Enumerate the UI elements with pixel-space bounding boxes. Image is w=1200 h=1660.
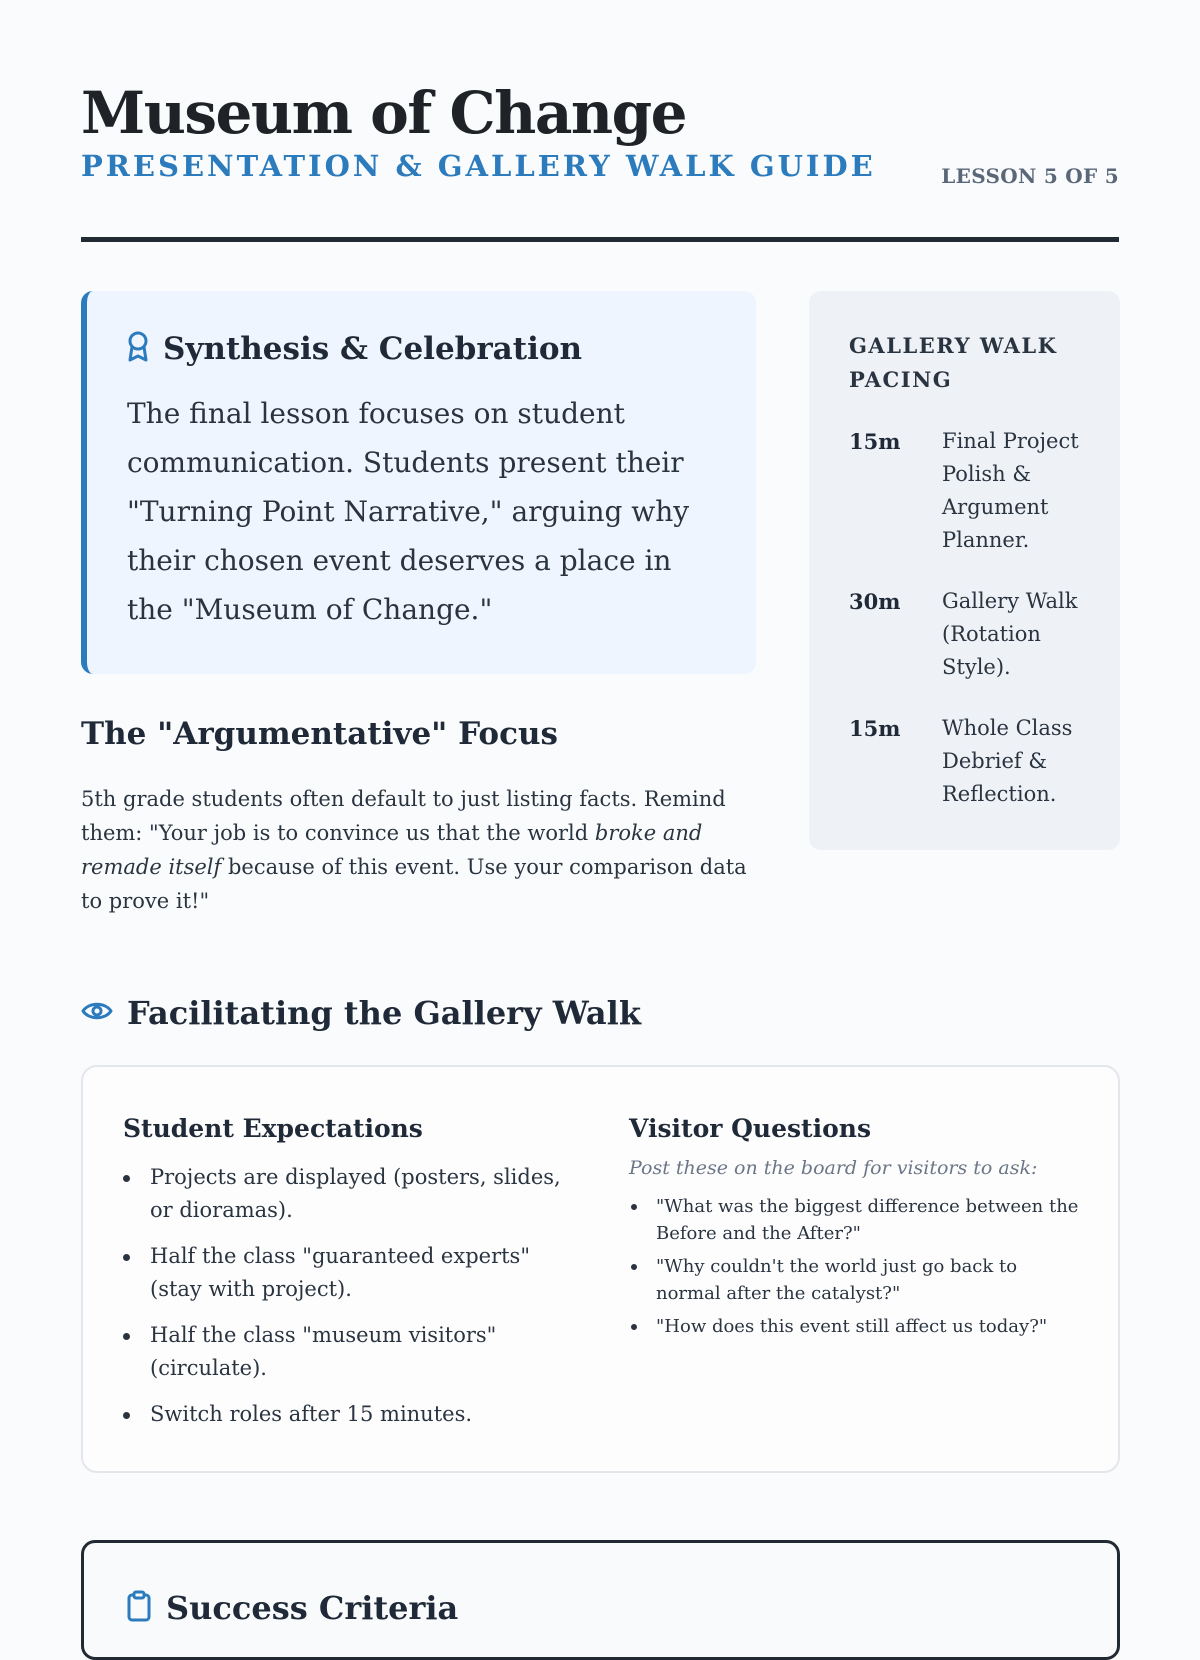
list-item: "Why couldn't the world just go back to normal after the catalyst?" bbox=[629, 1253, 1084, 1307]
top-row bbox=[81, 291, 1119, 931]
page-subtitle: PRESENTATION & GALLERY WALK GUIDE bbox=[81, 149, 876, 183]
gallery-walk-header bbox=[81, 994, 641, 1032]
student-expectations bbox=[123, 1111, 573, 1444]
visitor-questions-title: Visitor Questions bbox=[629, 1114, 872, 1143]
right-column bbox=[809, 291, 1120, 850]
eye-icon bbox=[81, 999, 113, 1027]
callout-header bbox=[127, 331, 716, 367]
lesson-indicator: LESSON 5 OF 5 bbox=[941, 164, 1119, 188]
pacing-desc: Final Project Polish & Argument Planner. bbox=[942, 429, 1079, 552]
pacing-time: 15m bbox=[849, 716, 901, 741]
argumentative-heading: The "Argumentative" Focus bbox=[81, 716, 558, 752]
list-item: Projects are displayed (posters, slides, or dioramas). bbox=[123, 1161, 573, 1227]
left-column bbox=[81, 291, 756, 918]
questions-list bbox=[629, 1193, 1084, 1340]
page-title: Museum of Change bbox=[81, 79, 687, 147]
pacing-time: 15m bbox=[849, 429, 901, 454]
pacing-desc: Whole Class Debrief & Reflection. bbox=[942, 716, 1073, 806]
argumentative-emphasis: broke and remade itself bbox=[81, 821, 703, 879]
argumentative-text bbox=[81, 782, 756, 918]
list-item: Half the class "museum visitors" (circulate). bbox=[123, 1319, 573, 1385]
pacing-time: 30m bbox=[849, 589, 901, 614]
header bbox=[81, 0, 1119, 242]
callout-title: Synthesis & Celebration bbox=[163, 331, 583, 367]
clipboard-icon bbox=[126, 1590, 152, 1626]
award-ribbon-icon bbox=[127, 331, 149, 367]
pacing-title: GALLERY WALK PACING bbox=[849, 333, 1058, 392]
list-item: Switch roles after 15 minutes. bbox=[123, 1398, 573, 1431]
visitor-questions-note: Post these on the board for visitors to ask: bbox=[629, 1157, 1038, 1179]
pacing-row bbox=[849, 585, 1080, 684]
pacing-row bbox=[849, 425, 1080, 557]
visitor-questions bbox=[629, 1111, 1084, 1346]
list-item: Half the class "guaranteed experts" (stay with project). bbox=[123, 1240, 573, 1306]
pacing-row bbox=[849, 712, 1080, 811]
argumentative-text-after: because of this event. Use your comparison data to prove it!" bbox=[81, 855, 747, 913]
pacing-card bbox=[809, 291, 1120, 850]
list-item: "How does this event still affect us today?" bbox=[629, 1313, 1084, 1340]
expectations-list bbox=[123, 1161, 573, 1431]
callout-text: The final lesson focuses on student communication. Students present their "Turning Point Narrative," arguing why their chosen event deserves a place in the "Museum of Change." bbox=[127, 397, 690, 626]
success-criteria-title: Success Criteria bbox=[166, 1589, 459, 1627]
success-criteria-header bbox=[126, 1589, 458, 1627]
synthesis-callout bbox=[81, 291, 756, 674]
gallery-walk-title: Facilitating the Gallery Walk bbox=[127, 994, 641, 1032]
list-item: "What was the biggest difference between the Before and the After?" bbox=[629, 1193, 1084, 1247]
student-expectations-title: Student Expectations bbox=[123, 1114, 423, 1143]
success-criteria-card bbox=[81, 1540, 1120, 1660]
argumentative-text-before: 5th grade students often default to just listing facts. Remind them: "Your job is to convince us that the world bbox=[81, 787, 726, 845]
gallery-walk-card bbox=[81, 1065, 1120, 1473]
pacing-desc: Gallery Walk (Rotation Style). bbox=[942, 589, 1078, 679]
